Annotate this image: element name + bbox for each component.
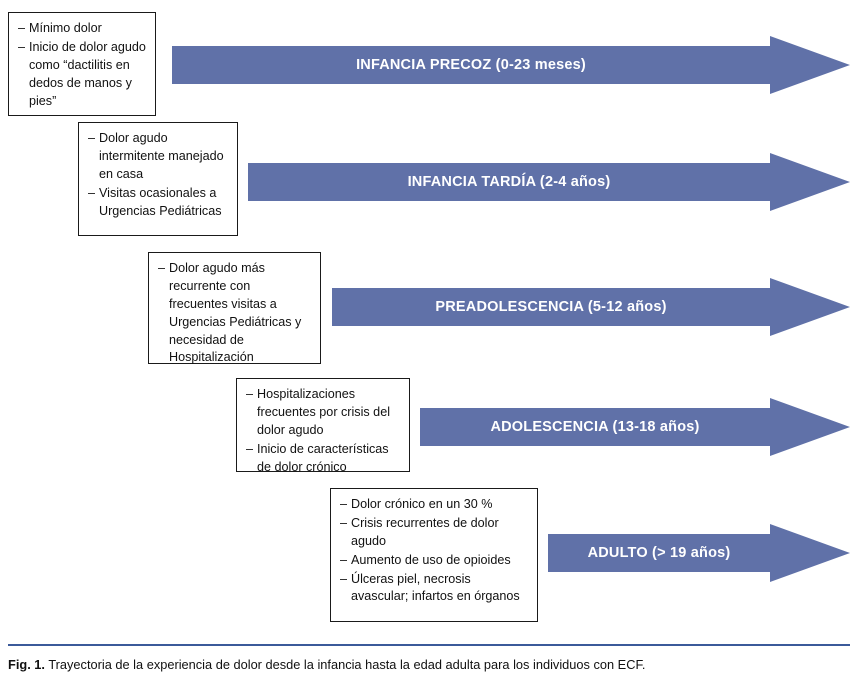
caption-divider [8, 644, 850, 646]
note-item: – Visitas ocasionales a Urgencias Pediátricas [88, 185, 228, 221]
caption-label: Fig. 1. [8, 657, 45, 672]
note-item: – Dolor agudo más recurrente con frecuentes visitas a Urgencias Pediátricas y necesidad de Hospitalización [158, 260, 311, 367]
note-item: – Aumento de uso de opioides [340, 552, 528, 570]
note-item: – Inicio de dolor agudo como “dactilitis en dedos de manos y pies” [18, 39, 146, 111]
caption-text: Trayectoria de la experiencia de dolor desde la infancia hasta la edad adulta para los individuos con ECF. [48, 657, 646, 672]
arrow-adulto [548, 524, 850, 582]
note-adulto [330, 488, 538, 622]
arrow-adolescencia [420, 398, 850, 456]
note-list [18, 20, 146, 110]
note-list [340, 496, 528, 606]
note-list [158, 260, 311, 367]
note-preadolescencia [148, 252, 321, 364]
note-infancia-precoz [8, 12, 156, 116]
figure-caption [8, 656, 850, 674]
arrow-label-infancia-tardia: INFANCIA TARDÍA (2-4 años) [407, 174, 611, 190]
arrow-label-adolescencia: ADOLESCENCIA (13-18 años) [490, 419, 700, 435]
arrow-label-adulto: ADULTO (> 19 años) [587, 545, 731, 561]
arrow-infancia-tardia [248, 153, 850, 211]
note-infancia-tardia [78, 122, 238, 236]
arrow-infancia-precoz [172, 36, 850, 94]
arrow-preadolescencia [332, 278, 850, 336]
arrow-label-preadolescencia: PREADOLESCENCIA (5-12 años) [435, 299, 667, 315]
note-item: – Mínimo dolor [18, 20, 146, 38]
note-item: – Hospitalizaciones frecuentes por crisis del dolor agudo [246, 386, 400, 440]
note-item: – Dolor agudo intermitente manejado en casa [88, 130, 228, 184]
note-list [88, 130, 228, 220]
note-item: – Crisis recurrentes de dolor agudo [340, 515, 528, 551]
note-list [246, 386, 400, 476]
note-item: – Úlceras piel, necrosis avascular; infartos en órganos [340, 571, 528, 607]
note-item: – Dolor crónico en un 30 % [340, 496, 528, 514]
note-item: – Inicio de características de dolor crónico [246, 441, 400, 477]
note-adolescencia [236, 378, 410, 472]
arrow-label-infancia-precoz: INFANCIA PRECOZ (0-23 meses) [356, 57, 586, 73]
